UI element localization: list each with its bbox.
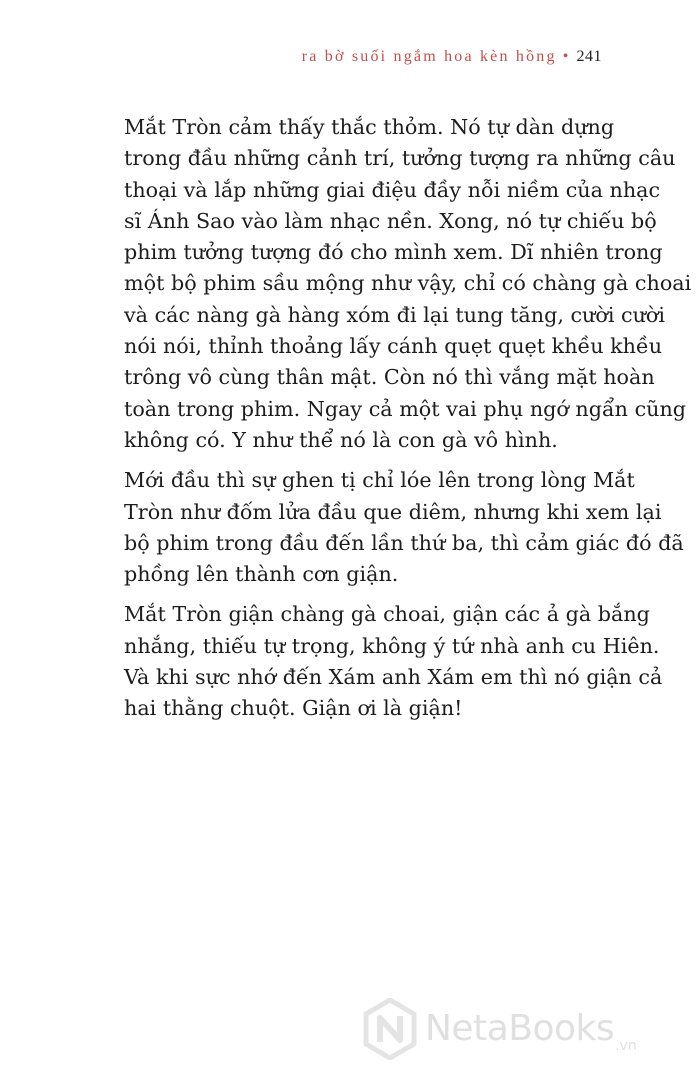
text-line: phim tưởng tượng đó cho mình xem. Dĩ nhiên trong xyxy=(124,240,663,265)
text-line: không có. Y như thể nó là con gà vô hình. xyxy=(124,427,558,452)
netabooks-logo-icon xyxy=(363,998,417,1060)
watermark xyxy=(363,998,637,1060)
text-line: một bộ phim sầu mộng như vậy, chỉ có chàng gà choai xyxy=(124,271,692,296)
paragraph-3 xyxy=(97,599,663,724)
text-line: và các nàng gà hàng xóm đi lại tung tăng, cười cười xyxy=(124,302,666,327)
paragraph-2 xyxy=(97,465,684,590)
text-line: Mới đầu thì sự ghen tị chỉ lóe lên trong lòng Mắt xyxy=(124,468,635,493)
paragraph-1 xyxy=(97,112,692,456)
text-line: nhắng, thiếu tự trọng, không ý tứ nhà anh cu Hiên. xyxy=(124,633,660,658)
text-line: phồng lên thành cơn giận. xyxy=(124,562,399,587)
running-header xyxy=(302,48,602,66)
text-line: trông vô cùng thân mật. Còn nó thì vắng mặt hoàn xyxy=(124,365,655,390)
chapter-title: ra bờ suối ngắm hoa kèn hồng xyxy=(301,48,557,65)
watermark-brand: NetaBooks xyxy=(425,1008,615,1049)
text-line: Mắt Tròn giận chàng gà choai, giận các ả gà bắng xyxy=(124,602,650,627)
text-line: Mắt Tròn cảm thấy thắc thỏm. Nó tự dàn dựng xyxy=(124,115,615,139)
page-number: 241 xyxy=(576,48,602,65)
header-separator: • xyxy=(562,48,571,65)
body-text xyxy=(97,112,692,725)
text-line: hai thằng chuột. Giận ơi là giận! xyxy=(124,696,463,721)
text-line: nói nói, thỉnh thoảng lấy cánh quẹt quẹt khều khều xyxy=(124,334,663,359)
text-line: Tròn như đốm lửa đầu que diêm, nhưng khi xem lại xyxy=(124,499,662,524)
text-line: trong đầu những cảnh trí, tưởng tượng ra những câu xyxy=(124,146,676,171)
text-line: sĩ Ánh Sao vào làm nhạc nền. Xong, nó tự chiếu bộ xyxy=(124,208,657,233)
watermark-suffix: .vn xyxy=(615,1038,637,1054)
text-line: Và khi sực nhớ đến Xám anh Xám em thì nó giận cả xyxy=(124,665,663,690)
text-line: toàn trong phim. Ngay cả một vai phụ ngớ ngẩn cũng xyxy=(124,396,687,421)
text-line: bộ phim trong đầu đến lần thứ ba, thì cảm giác đó đã xyxy=(124,530,684,555)
text-line: thoại và lắp những giai điệu đầy nỗi niềm của nhạc xyxy=(124,177,661,202)
